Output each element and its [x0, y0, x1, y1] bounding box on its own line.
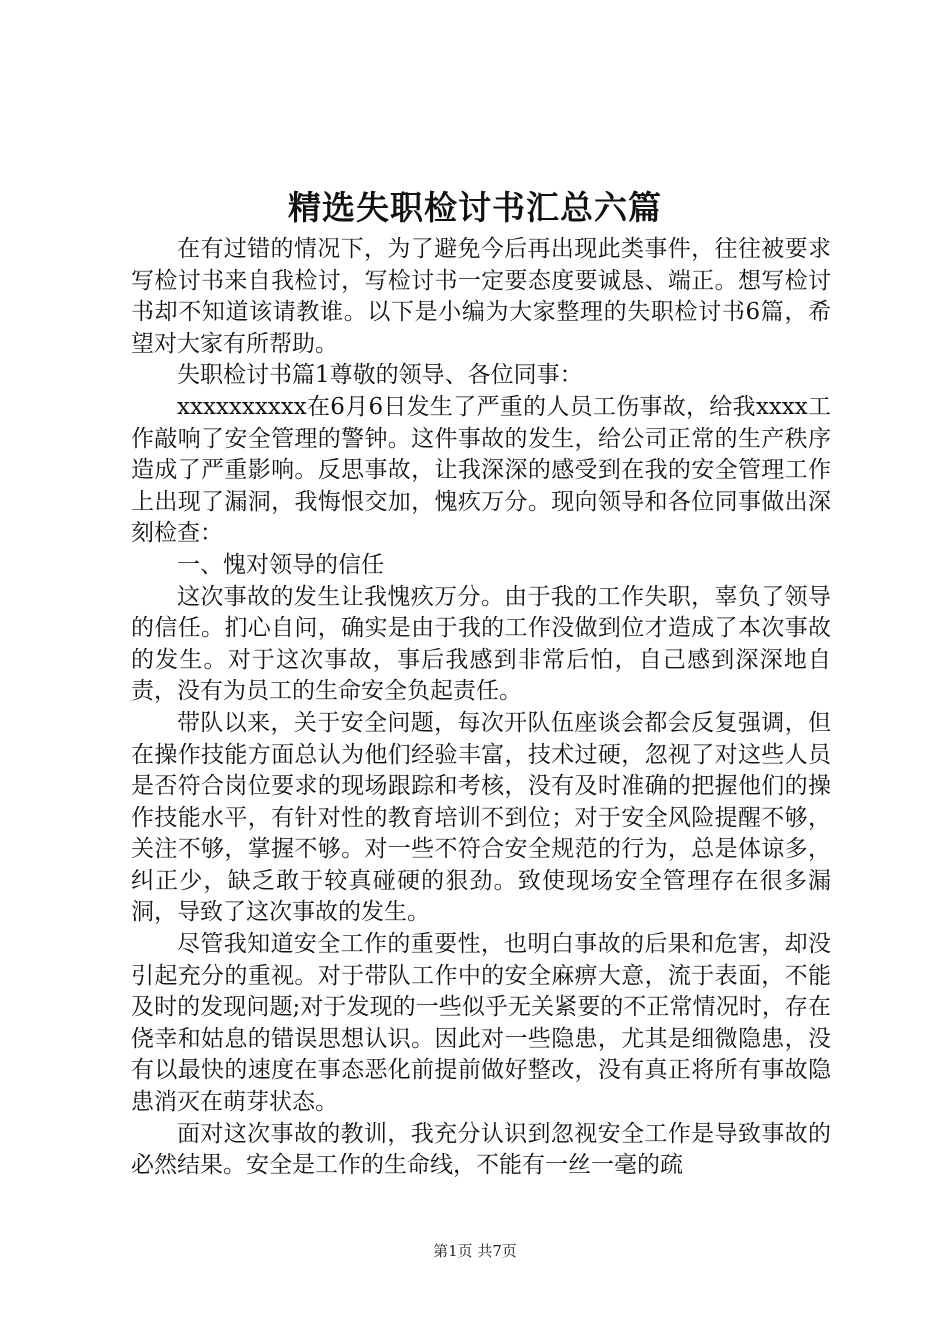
document-body	[131, 234, 831, 1182]
paragraph-incident: xxxxxxxxxx在6月6日发生了严重的人员工伤事故，给我xxxx工作敲响了安全管理的警钟。这件事故的发生，给公司正常的生产秩序造成了严重影响。反思事故，让我深深的感受到在我的安全管理工作上出现了漏洞，我悔恨交加，愧疚万分。现向领导和各位同事做出深刻检查：	[131, 393, 831, 547]
document-title: 精选失职检讨书汇总六篇	[288, 188, 662, 227]
paragraph-body: 带队以来，关于安全问题，每次开队伍座谈会都会反复强调，但在操作技能方面总认为他们经验丰富，技术过硬，忽视了对这些人员是否符合岗位要求的现场跟踪和考核，没有及时准确的把握他们的操作技能水平，有针对性的教育培训不到位；对于安全风险提醒不够，关注不够，掌握不够。对一些不符合安全规范的行为，总是体谅多，纠正少，缺乏敢于较真碰硬的狠劲。致使现场安全管理存在很多漏洞，导致了这次事故的发生。	[131, 709, 831, 926]
page-number-footer: 第1页 共7页	[433, 1242, 517, 1260]
paragraph-body: 面对这次事故的教训，我充分认识到忽视安全工作是导致事故的必然结果。安全是工作的生命线，不能有一丝一毫的疏	[131, 1120, 831, 1179]
paragraph-salutation: 失职检讨书篇1尊敬的领导、各位同事：	[177, 362, 583, 389]
paragraph-intro: 在有过错的情况下，为了避免今后再出现此类事件，往往被要求写检讨书来自我检讨，写检讨书一定要态度要诚恳、端正。想写检讨书却不知道该请教谁。以下是小编为大家整理的失职检讨书6篇，希望对大家有所帮助。	[131, 236, 831, 357]
section-heading-1: 一、愧对领导的信任	[177, 551, 384, 578]
paragraph-body: 这次事故的发生让我愧疚万分。由于我的工作失职，辜负了领导的信任。扪心自问，确实是由于我的工作没做到位才造成了本次事故的发生。对于这次事故，事后我感到非常后怕，自己感到深深地自责，没有为员工的生命安全负起责任。	[131, 583, 831, 705]
paragraph-body: 尽管我知道安全工作的重要性，也明白事故的后果和危害，却没引起充分的重视。对于带队工作中的安全麻痹大意，流于表面，不能及时的发现问题;对于发现的一些似乎无关紧要的不正常情况时，存在侥幸和姑息的错误思想认识。因此对一些隐患，尤其是细微隐患，没有以最快的速度在事态恶化前提前做好整改，没有真正将所有事故隐患消灭在萌芽状态。	[131, 931, 831, 1116]
